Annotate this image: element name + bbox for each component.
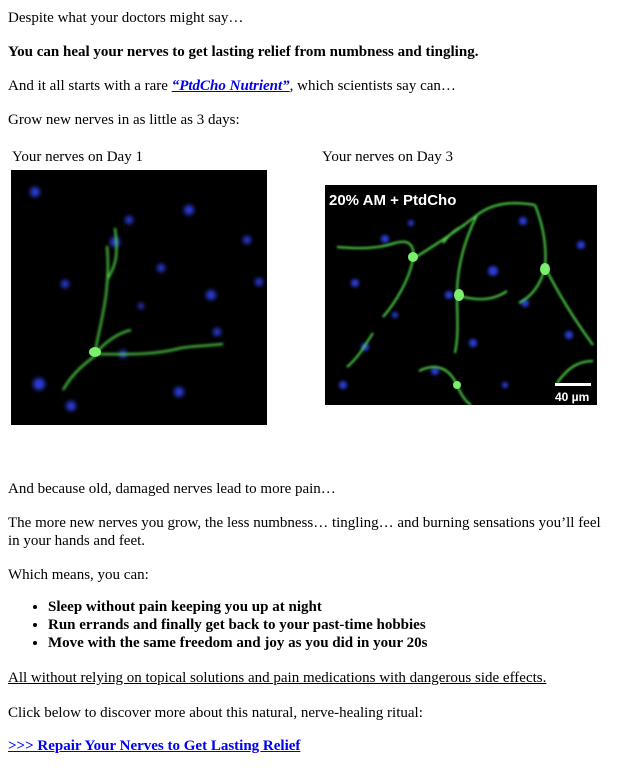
day1-neuron — [63, 228, 223, 390]
day3-neurons — [337, 203, 593, 405]
nutrient-line-before: And it all starts with a rare — [8, 78, 172, 94]
intro-text: Despite what your doctors might say… — [8, 10, 244, 26]
headline: You can heal your nerves to get lasting relief from numbness and tingling. — [8, 44, 479, 60]
day3-caption: Your nerves on Day 3 — [322, 149, 453, 165]
day1-soma — [89, 347, 101, 357]
pain-line: And because old, damaged nerves lead to more pain… — [8, 481, 336, 497]
scale-bar-label: 40 µm — [555, 390, 590, 404]
day3-condition-label: 20% AM + PtdCho — [329, 192, 457, 209]
nutrient-line-after: , which scientists say can… — [289, 78, 456, 94]
repair-nerves-cta-link[interactable]: >>> Repair Your Nerves to Get Lasting Relief — [8, 738, 301, 754]
ptdcho-nutrient-link[interactable]: “PtdCho Nutrient” — [171, 78, 290, 94]
which-means-text: Which means, you can: — [8, 567, 149, 583]
day3-nuclei — [339, 217, 585, 389]
no-medications-text: All without relying on topical solutions and pain medications with dangerous side effects. — [8, 670, 547, 686]
day3-nerve-image — [325, 185, 597, 405]
benefit-item: • Run errands and finally get back to your past-time hobbies — [48, 616, 618, 634]
benefit-item: • Sleep without pain keeping you up at night — [48, 598, 618, 616]
day1-nuclei — [30, 187, 263, 411]
cta-paragraph — [8, 737, 614, 755]
grow-line: Grow new nerves in as little as 3 days: — [8, 112, 240, 128]
day1-nerve-image — [11, 170, 267, 425]
benefit-item: • Move with the same freedom and joy as you did in your 20s — [48, 634, 618, 652]
click-below-text: Click below to discover more about this natural, nerve-healing ritual: — [8, 705, 423, 721]
day1-micrograph — [11, 170, 267, 425]
benefits-list — [8, 598, 618, 652]
nutrient-line — [8, 77, 614, 95]
scale-bar — [555, 383, 591, 386]
more-nerves-text: The more new nerves you grow, the less numbness… tingling… and burning sensations you’ll feel in your hands and feet. — [8, 515, 601, 549]
day3-micrograph — [325, 185, 597, 405]
day1-caption: Your nerves on Day 1 — [12, 149, 143, 165]
